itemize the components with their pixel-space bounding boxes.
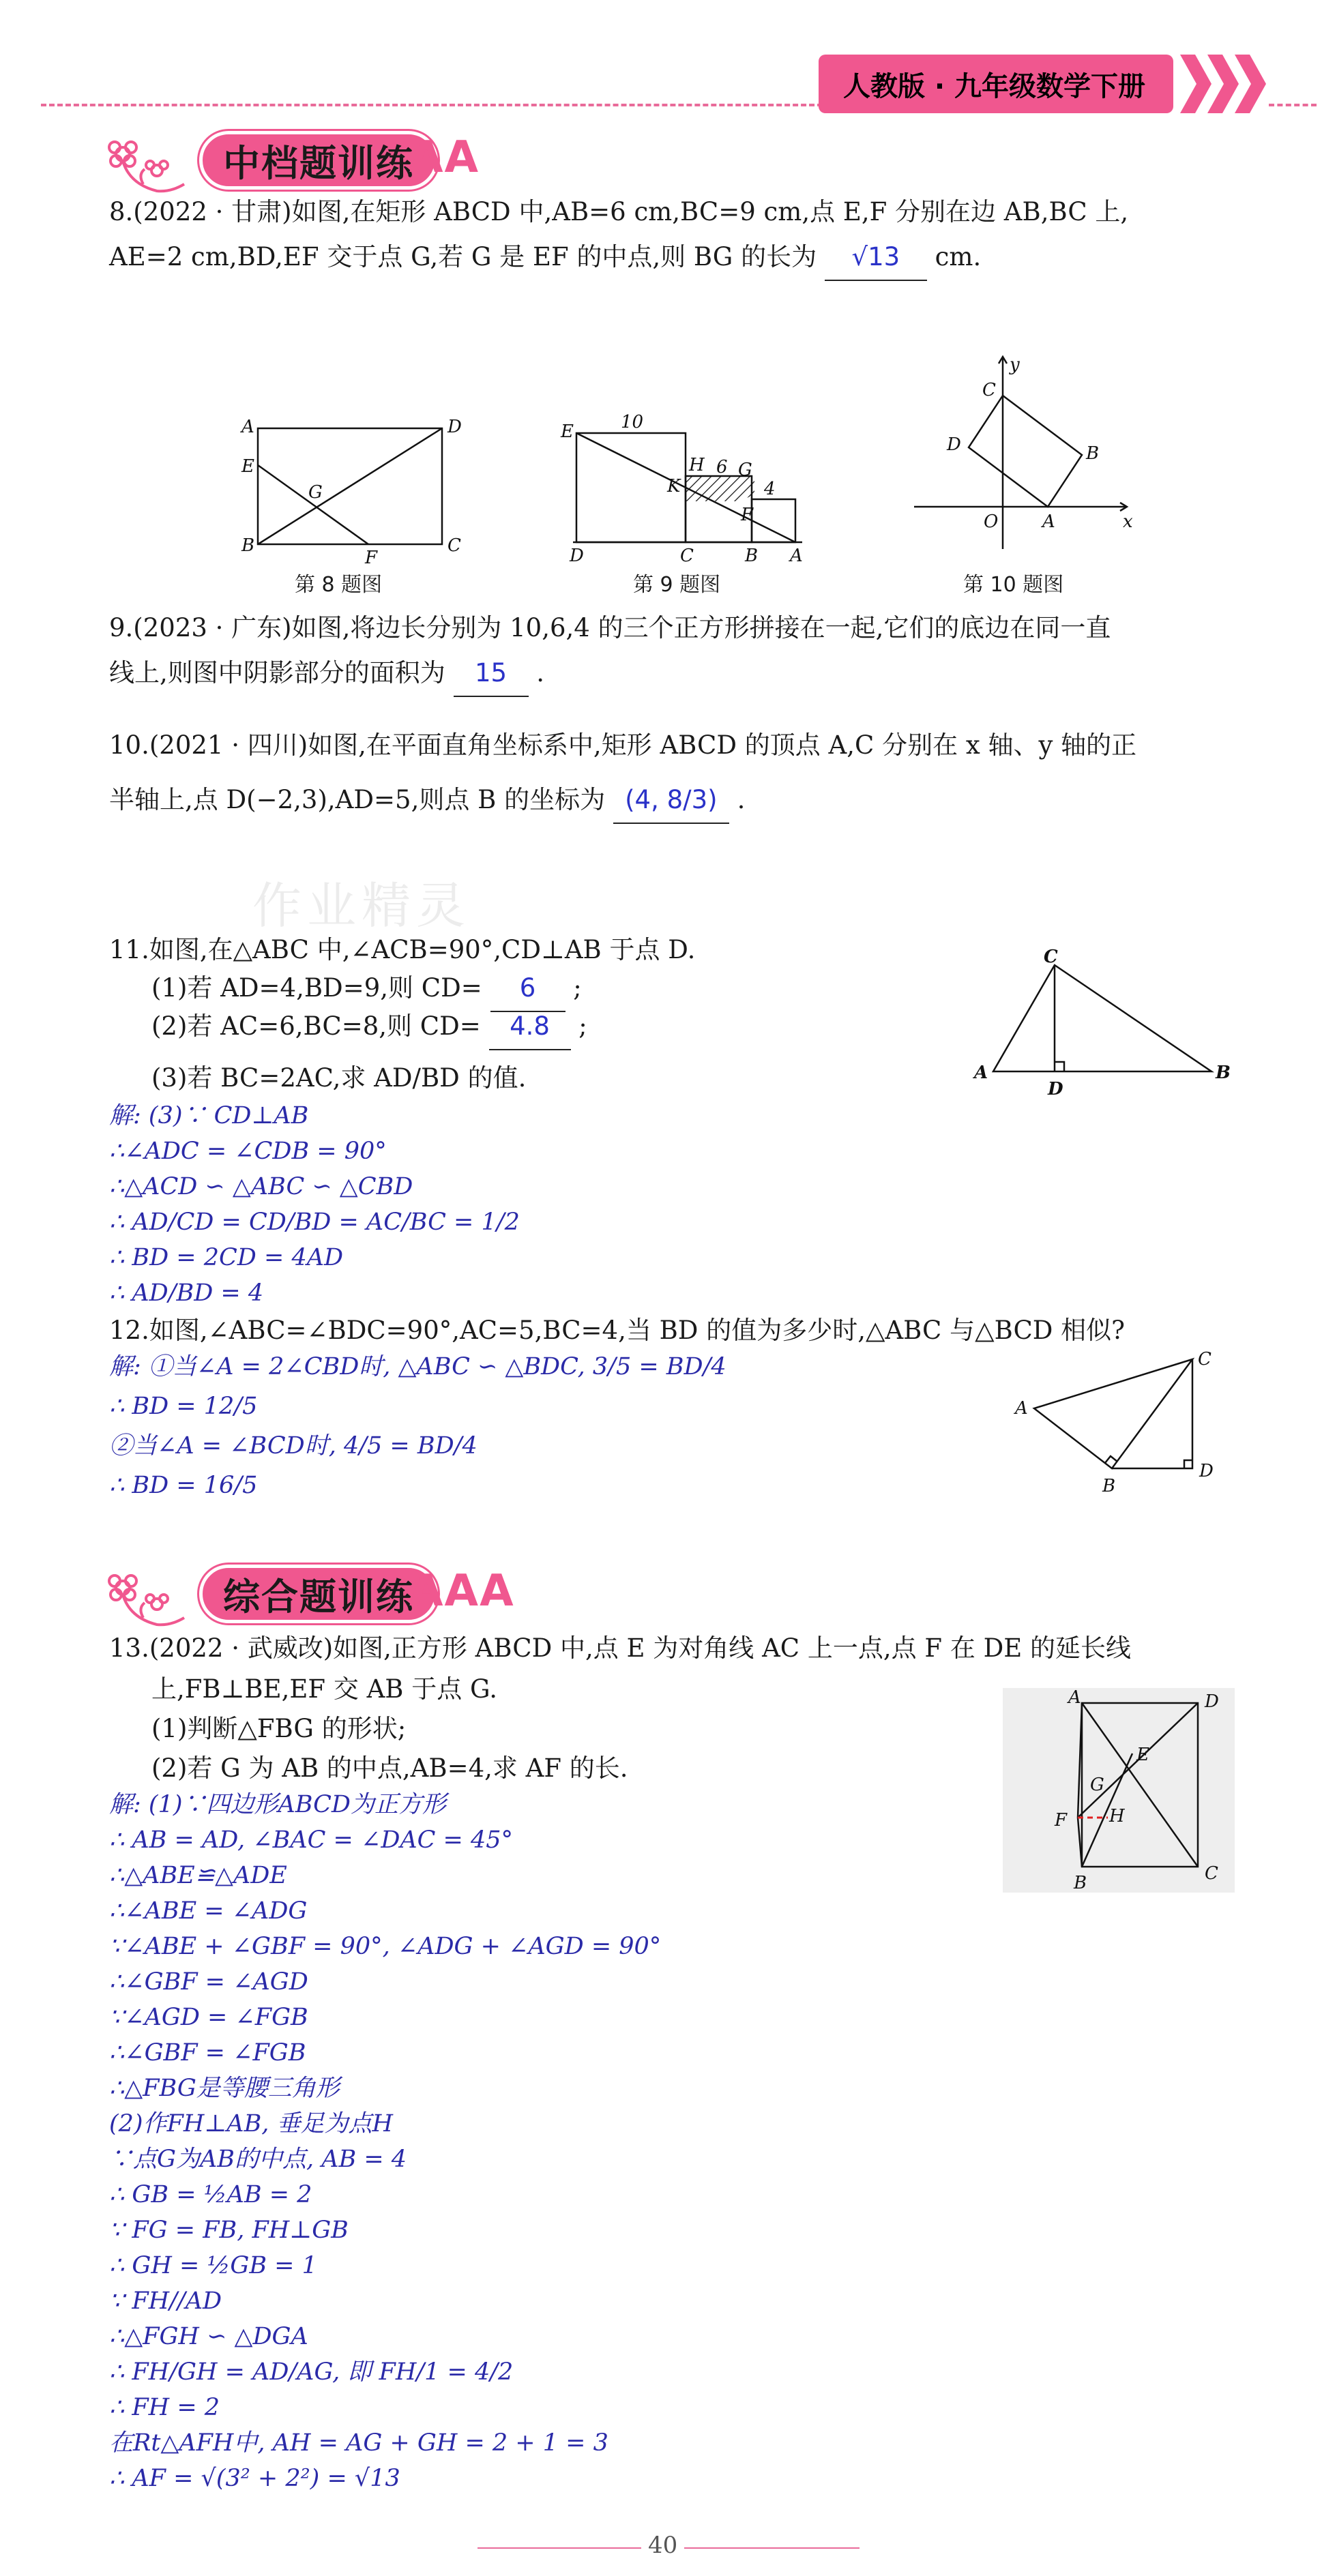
question-9-line2: 线上,则图中阴影部分的面积为 15 . xyxy=(109,651,544,697)
solution-11-line4: ∴ AD/CD = CD/BD = AC/BC = 1/2 xyxy=(109,1209,520,1236)
label-B: B xyxy=(745,546,759,566)
question-9-line1: 9.(2023 · 广东)如图,将边长分别为 10,6,4 的三个正方形拼接在一起,它们的底边在同一直 xyxy=(109,613,1111,642)
label-D: D xyxy=(447,417,462,437)
label-E: E xyxy=(241,456,254,477)
solution-13-line19: 在Rt△AFH中, AH = AG + GH = 2 + 1 = 3 xyxy=(109,2429,608,2457)
header-dashed-line xyxy=(41,104,839,106)
label-D: D xyxy=(1048,1079,1063,1099)
answer-blank: √13 xyxy=(825,235,927,281)
label-B: B xyxy=(1086,443,1100,464)
figure-11 xyxy=(969,947,1231,1108)
solution-13-line9: ∴△FBG是等腰三角形 xyxy=(109,2075,340,2102)
question-11-stem: 11.如图,在△ABC 中,∠ACB=90°,CD⊥AB 于点 D. xyxy=(109,935,696,964)
solution-12-line4: ∴ BD = 16/5 xyxy=(109,1472,258,1499)
solution-11-line6: ∴ AD/BD = 4 xyxy=(109,1279,264,1307)
question-13-line1: 13.(2022 · 武威改)如图,正方形 ABCD 中,点 E 为对角线 AC 上一点,点 F 在 DE 的延长线 xyxy=(109,1633,1132,1663)
watermark: 作业精灵 xyxy=(252,877,471,934)
solution-11-line3: ∴△ACD ∽ △ABC ∽ △CBD xyxy=(109,1173,413,1200)
chevron-icon xyxy=(1235,55,1266,113)
label-4: 4 xyxy=(764,479,776,499)
figure-9-caption: 第 9 题图 xyxy=(633,573,721,597)
solution-13-line8: ∴∠GBF = ∠FGB xyxy=(109,2039,306,2067)
label-H: H xyxy=(1109,1806,1125,1826)
label-F: F xyxy=(1055,1810,1068,1831)
solution-13-line5: ∵∠ABE + ∠GBF = 90°, ∠ADG + ∠AGD = 90° xyxy=(109,1933,662,1960)
header-dashed-tail xyxy=(1269,104,1317,106)
solution-13-line4: ∴∠ABE = ∠ADG xyxy=(109,1897,308,1925)
question-10-line2: 半轴上,点 D(−2,3),AD=5,则点 B 的坐标为 (4, 8/3) . xyxy=(109,778,745,824)
label-10: 10 xyxy=(621,412,644,432)
solution-11-line1: 解: (3)∵ CD⊥AB xyxy=(109,1102,309,1129)
solution-12-line3: ②当∠A = ∠BCD时, 4/5 = BD/4 xyxy=(109,1432,478,1460)
solution-13-line11: ∵点G为AB的中点, AB = 4 xyxy=(109,2146,407,2173)
question-8-line1: 8.(2022 · 甘肃)如图,在矩形 ABCD 中,AB=6 cm,BC=9 cm,点 E,F 分别在边 AB,BC 上, xyxy=(109,197,1129,226)
label-G: G xyxy=(738,460,752,480)
solution-13-line10: (2)作FH⊥AB, 垂足为点H xyxy=(109,2110,394,2137)
label-F: F xyxy=(741,505,754,525)
label-C: C xyxy=(1198,1349,1211,1370)
label-H: H xyxy=(689,455,705,475)
solution-13-line12: ∴ GB = ½AB = 2 xyxy=(109,2181,312,2208)
question-13-part2: (2)若 G 为 AB 的中点,AB=4,求 AF 的长. xyxy=(151,1753,628,1783)
label-A: A xyxy=(1068,1687,1081,1708)
section-level: AAA xyxy=(409,1566,515,1616)
label-E: E xyxy=(561,421,574,442)
label-B: B xyxy=(1216,1063,1231,1083)
axis-y-label: y xyxy=(1010,355,1020,375)
label-6: 6 xyxy=(716,457,728,477)
label-A: A xyxy=(241,417,254,437)
label-B: B xyxy=(1074,1873,1087,1893)
solution-13-line14: ∴ GH = ½GB = 1 xyxy=(109,2252,317,2279)
figure-10-caption: 第 10 题图 xyxy=(963,573,1064,597)
section-title: 中档题训练 xyxy=(199,131,438,190)
solution-12-line2: ∴ BD = 12/5 xyxy=(109,1393,258,1420)
solution-13-line3: ∴△ABE≌△ADE xyxy=(109,1862,287,1889)
figure-10 xyxy=(907,351,1139,556)
answer-blank: (4, 8/3) xyxy=(613,778,729,824)
solution-13-line1: 解: (1)∵四边形ABCD为正方形 xyxy=(109,1791,446,1818)
answer-blank: 15 xyxy=(454,651,529,697)
label-G: G xyxy=(1090,1775,1104,1795)
figure-13 xyxy=(1003,1688,1235,1893)
label-C: C xyxy=(1205,1863,1218,1884)
answer-blank: 4.8 xyxy=(489,1004,571,1050)
section-level: AA xyxy=(409,132,480,183)
solution-12-line1: 解: ①当∠A = 2∠CBD时, △ABC ∽ △BDC, 3/5 = BD/4 xyxy=(109,1353,726,1380)
figure-12 xyxy=(1010,1347,1235,1504)
section-title: 综合题训练 xyxy=(199,1565,438,1623)
solution-13-line18: ∴ FH = 2 xyxy=(109,2394,220,2421)
label-E: E xyxy=(1136,1745,1149,1765)
question-12-stem: 12.如图,∠ABC=∠BDC=90°,AC=5,BC=4,当 BD 的值为多少时,△ABC 与△BCD 相似? xyxy=(109,1316,1126,1345)
solution-13-line17: ∴ FH/GH = AD/AG, 即 FH/1 = 4/2 xyxy=(109,2358,514,2386)
flower-icon xyxy=(102,1563,198,1631)
solution-13-line15: ∵ FH//AD xyxy=(109,2288,222,2315)
label-C: C xyxy=(447,535,461,556)
question-8-line2: AE=2 cm,BD,EF 交于点 G,若 G 是 EF 的中点,则 BG 的长为 √13 cm. xyxy=(109,235,981,281)
answer-blank: 6 xyxy=(490,966,565,1012)
label-B: B xyxy=(1102,1476,1116,1496)
solution-13-line13: ∵ FG = FB, FH⊥GB xyxy=(109,2217,349,2244)
question-10-line1: 10.(2021 · 四川)如图,在平面直角坐标系中,矩形 ABCD 的顶点 A,C 分别在 x 轴、y 轴的正 xyxy=(109,730,1137,760)
label-D: D xyxy=(947,434,961,455)
figure-8 xyxy=(232,409,464,566)
label-B: B xyxy=(241,535,255,556)
question-11-part1: (1)若 AD=4,BD=9,则 CD= 6 ; xyxy=(151,966,582,1012)
figure-9 xyxy=(559,406,812,569)
label-A: A xyxy=(974,1063,988,1083)
question-13-line2: 上,FB⊥BE,EF 交 AB 于点 G. xyxy=(151,1674,498,1704)
label-C: C xyxy=(1044,947,1058,967)
label-D: D xyxy=(1199,1461,1214,1481)
axis-x-label: x xyxy=(1123,512,1133,532)
label-A: A xyxy=(1042,512,1055,532)
solution-13-line2: ∴ AB = AD, ∠BAC = ∠DAC = 45° xyxy=(109,1826,514,1854)
label-G: G xyxy=(308,482,323,503)
question-13-part1: (1)判断△FBG 的形状; xyxy=(151,1714,407,1743)
label-C: C xyxy=(680,546,694,566)
question-11-part2: (2)若 AC=6,BC=8,则 CD= 4.8 ; xyxy=(151,1004,587,1050)
question-11-part3: (3)若 BC=2AC,求 AD/BD 的值. xyxy=(151,1063,527,1093)
book-title-badge: 人教版 · 九年级数学下册 xyxy=(819,55,1173,113)
solution-13-line16: ∴△FGH ∽ △DGA xyxy=(109,2323,308,2350)
page-number: 40 xyxy=(641,2532,684,2559)
label-A: A xyxy=(790,546,803,566)
label-D: D xyxy=(1205,1691,1219,1712)
label-K: K xyxy=(667,476,681,497)
label-D: D xyxy=(570,546,584,566)
solution-13-line7: ∵∠AGD = ∠FGB xyxy=(109,2004,308,2031)
label-O: O xyxy=(984,512,999,532)
label-F: F xyxy=(365,548,378,568)
label-A: A xyxy=(1015,1398,1028,1419)
solution-11-line2: ∴∠ADC = ∠CDB = 90° xyxy=(109,1138,387,1165)
solution-11-line5: ∴ BD = 2CD = 4AD xyxy=(109,1244,344,1271)
solution-13-line20: ∴ AF = √(3² + 2²) = √13 xyxy=(109,2465,400,2492)
figure-8-caption: 第 8 题图 xyxy=(295,573,383,597)
flower-icon xyxy=(102,130,198,198)
label-C: C xyxy=(982,380,996,400)
solution-13-line6: ∴∠GBF = ∠AGD xyxy=(109,1968,308,1996)
